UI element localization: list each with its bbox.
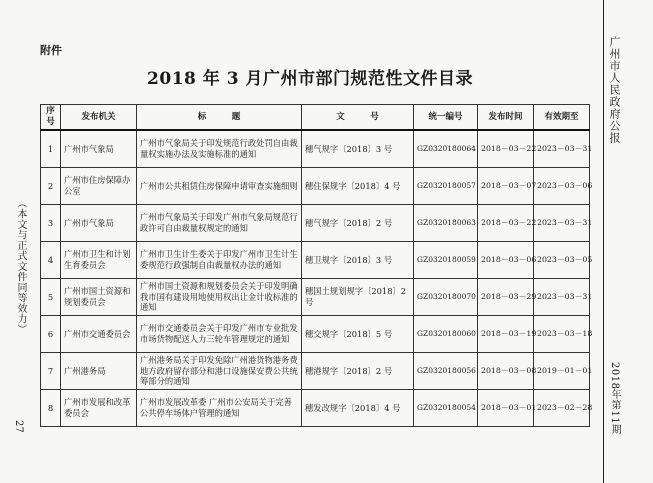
- row-date: 2018－03－07: [478, 168, 534, 205]
- row-index: 2: [41, 168, 61, 205]
- row-code: GZ0320180054: [414, 390, 478, 427]
- table-row: [41, 205, 590, 242]
- row-code: GZ0320180057: [414, 168, 478, 205]
- row-date: 2018－03－08: [478, 353, 534, 390]
- row-org: 广州市发展和改革委员会: [61, 390, 137, 427]
- row-date: 2018－03－29: [478, 279, 534, 316]
- header-date: 发布时间: [478, 105, 534, 131]
- row-valid: 2023－03－31: [534, 205, 590, 242]
- header-org: 发布机关: [61, 105, 137, 131]
- table-row: [41, 168, 590, 205]
- row-index: 4: [41, 242, 61, 279]
- table-row: [41, 242, 590, 279]
- row-index: 7: [41, 353, 61, 390]
- row-valid: 2019－01－01: [534, 353, 590, 390]
- row-org: 广州市卫生和计划生育委员会: [61, 242, 137, 279]
- row-doc-no: 穗国土规划规字〔2018〕2 号: [302, 279, 414, 316]
- table-row: [41, 316, 590, 353]
- row-valid: 2023－02－28: [534, 390, 590, 427]
- table-row: [41, 353, 590, 390]
- row-doc-no: 穗气规字〔2018〕3 号: [302, 130, 414, 168]
- row-title: 广州市交通委员会关于印发广州市专业批发市场货物配送人力三轮车管理规定的通知: [137, 316, 302, 353]
- row-code: GZ0320180064: [414, 130, 478, 168]
- row-org: 广州市国土资源和规划委员会: [61, 279, 137, 316]
- row-valid: 2023－03－31: [534, 279, 590, 316]
- row-org: 广州市住房保障办公室: [61, 168, 137, 205]
- row-code: GZ0320180059: [414, 242, 478, 279]
- row-date: 2018－03－06: [478, 242, 534, 279]
- row-valid: 2023－03－05: [534, 242, 590, 279]
- row-org: 广州市气象局: [61, 130, 137, 168]
- row-valid: 2023－03－18: [534, 316, 590, 353]
- document-catalog-table: [40, 104, 593, 427]
- row-org: 广州港务局: [61, 353, 137, 390]
- validity-note: （本文与正式文件同等效力）: [15, 198, 26, 335]
- row-index: 6: [41, 316, 61, 353]
- header-title: 标 题: [137, 105, 302, 131]
- table-body: [41, 130, 593, 427]
- row-valid: 2023－03－31: [534, 130, 590, 168]
- table-row: [41, 390, 590, 427]
- row-doc-no: 穗发改规字〔2018〕4 号: [302, 390, 414, 427]
- row-title: 广州市气象局关于印发规范行政处罚自由裁量权实施办法及实施标准的通知: [137, 130, 302, 168]
- row-date: 2018－03－01: [478, 390, 534, 427]
- row-doc-no: 穗气规字〔2018〕2 号: [302, 205, 414, 242]
- row-index: 1: [41, 130, 61, 168]
- margin-rule: [603, 0, 604, 483]
- row-date: 2018－03－19: [478, 316, 534, 353]
- table-row: [41, 130, 590, 168]
- row-index: 3: [41, 205, 61, 242]
- row-title: 广州市国土资源和规划委员会关于印发明确我市国有建设用地使用权出让金计收标准的通知: [137, 279, 302, 316]
- publication-name: 广州市人民政府公报: [608, 36, 621, 144]
- row-title: 广州市卫生计生委关于印发广州市卫生计生委规范行政强制自由裁量权办法的通知: [137, 242, 302, 279]
- row-index: 8: [41, 390, 61, 427]
- row-date: 2018－03－22: [478, 205, 534, 242]
- row-code: GZ0320180063: [414, 205, 478, 242]
- row-title: 广州市气象局关于印发广州市气象局规范行政许可自由裁量权规定的通知: [137, 205, 302, 242]
- table-row: [41, 279, 590, 316]
- row-title: 广州港务局关于印发免除广州港货物港务费地方政府留存部分和港口设施保安费公共统筹部分的通知: [137, 353, 302, 390]
- row-index: 5: [41, 279, 61, 316]
- row-date: 2018－03－22: [478, 130, 534, 168]
- table-header-row: [41, 105, 590, 131]
- row-code: GZ0320180056: [414, 353, 478, 390]
- row-doc-no: 穗住保规字〔2018〕4 号: [302, 168, 414, 205]
- row-code: GZ0320180070: [414, 279, 478, 316]
- row-org: 广州市气象局: [61, 205, 137, 242]
- header-doc-no: 文 号: [302, 105, 414, 131]
- row-org: 广州市交通委员会: [61, 316, 137, 353]
- row-doc-no: 穗港规字〔2018〕2 号: [302, 353, 414, 390]
- header-index: 序号: [41, 105, 61, 131]
- attachment-label: 附件: [40, 44, 62, 57]
- row-title: 广州市公共租赁住房保障申请审查实施细则: [137, 168, 302, 205]
- issue-label: 2018年第11期: [609, 362, 620, 435]
- row-valid: 2023－03－06: [534, 168, 590, 205]
- row-doc-no: 穗交规字〔2018〕5 号: [302, 316, 414, 353]
- row-code: GZ0320180060: [414, 316, 478, 353]
- row-doc-no: 穗卫规字〔2018〕3 号: [302, 242, 414, 279]
- row-title: 广州市发展改革委 广州市公安局关于完善公共停车场体户管理的通知: [137, 390, 302, 427]
- header-valid: 有效期至: [534, 105, 590, 131]
- header-code: 统一编号: [414, 105, 478, 131]
- page-title: 2018 年 3 月广州市部门规范性文件目录: [147, 69, 473, 89]
- page-number: 27: [13, 420, 24, 433]
